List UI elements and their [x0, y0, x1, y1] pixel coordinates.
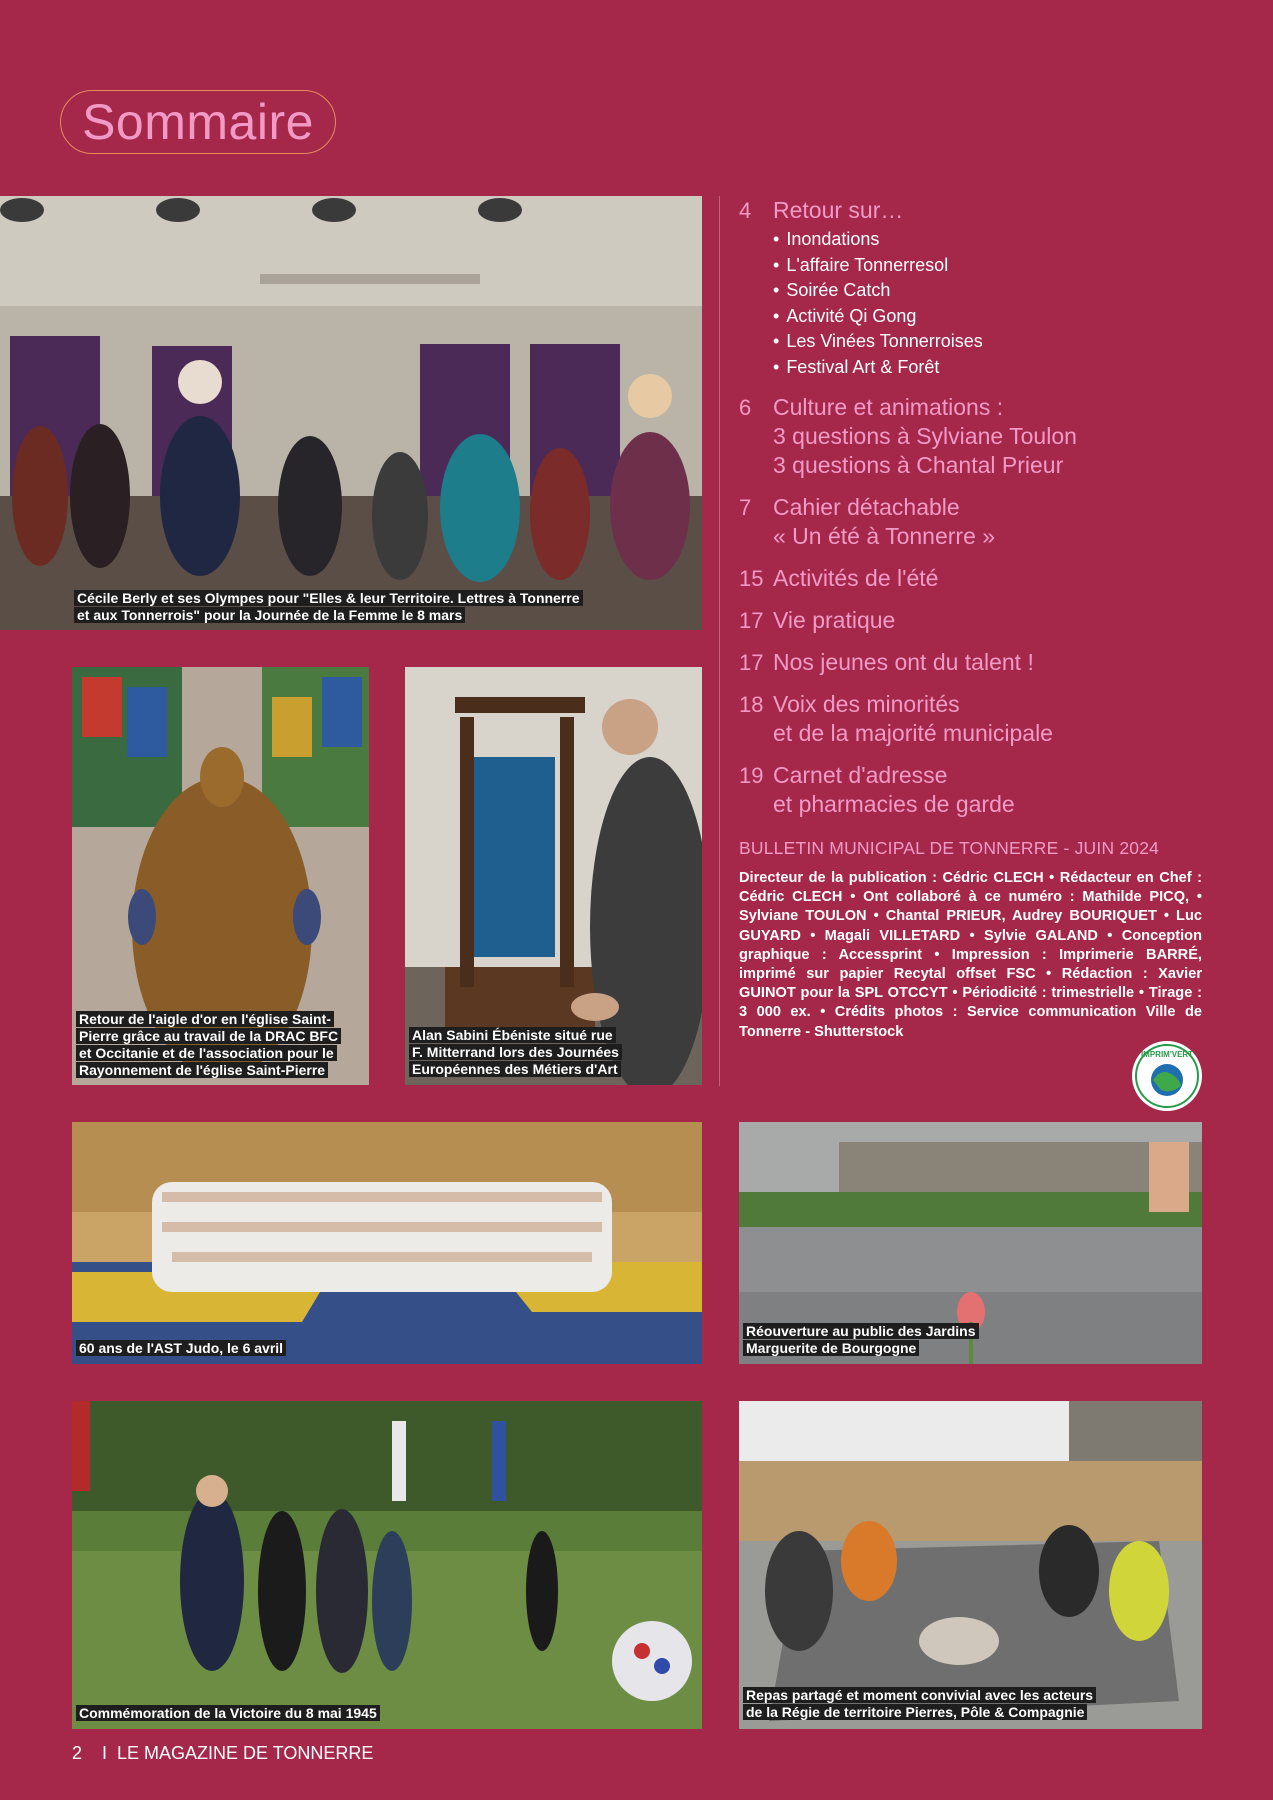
toc-entry[interactable]	[739, 606, 1079, 635]
toc-entry[interactable]	[739, 761, 1079, 819]
toc-subitem: • Festival Art & Forêt	[773, 355, 1079, 381]
page-title: Sommaire	[82, 94, 314, 150]
photo-caption: Retour de l'aigle d'or en l'église Saint- Pierre grâce au travail de la DRAC BFC et Occitanie et de l'association pour le Rayonnement de l'église Saint-Pierre	[76, 1011, 365, 1079]
toc-title: Vie pratique	[773, 607, 896, 633]
toc-page-number: 18	[739, 692, 764, 717]
toc-entry[interactable]	[739, 196, 1079, 380]
toc-page-number: 4	[739, 198, 752, 223]
photo-caption: Alan Sabini Ébéniste situé rue F. Mitterrand lors des Journées Européennes des Métiers d'Art	[409, 1027, 698, 1078]
toc-entry[interactable]	[739, 393, 1079, 480]
page-title-pill	[60, 90, 336, 154]
toc-page-number: 7	[739, 495, 752, 520]
toc-entry[interactable]	[739, 564, 1079, 593]
toc-entry[interactable]	[739, 648, 1079, 677]
photo-olympes	[0, 196, 702, 630]
toc-subitem: • Activité Qi Gong	[773, 304, 1079, 330]
toc-subitem: • L'affaire Tonnerresol	[773, 253, 1079, 279]
footer-separator: I	[102, 1743, 108, 1763]
photo-jardins	[739, 1122, 1202, 1364]
bulletin-credits	[739, 838, 1202, 1042]
photo-ebeniste	[405, 667, 702, 1085]
photo-judo	[72, 1122, 702, 1364]
toc-page-number: 17	[739, 608, 764, 633]
bulletin-title: BULLETIN MUNICIPAL DE TONNERRE - JUIN 2024	[739, 838, 1160, 858]
table-of-contents	[739, 196, 1079, 832]
toc-title: Retour sur…	[773, 197, 904, 223]
toc-title: Carnet d'adresse	[773, 762, 948, 788]
photo-caption: Repas partagé et moment convivial avec les acteurs de la Régie de territoire Pierres, Pôle & Compagnie	[743, 1687, 1198, 1721]
photo-caption: Cécile Berly et ses Olympes pour "Elles & leur Territoire. Lettres à Tonnerre et aux Tonnerrois" pour la Journée de la Femme le 8 mars	[74, 590, 698, 624]
toc-title-line: 3 questions à Sylviane Toulon	[773, 423, 1077, 449]
toc-title: Nos jeunes ont du talent !	[773, 649, 1034, 675]
column-divider	[719, 196, 720, 1086]
photo-caption: 60 ans de l'AST Judo, le 6 avril	[76, 1340, 698, 1357]
badge-label: IMPRIM'VERT	[1140, 1050, 1194, 1059]
toc-subitem: • Inondations	[773, 227, 1079, 253]
toc-page-number: 19	[739, 763, 764, 788]
photo-aigle	[72, 667, 369, 1085]
bulletin-text: Directeur de la publication : Cédric CLECH • Rédacteur en Chef : Cédric CLECH • Ont collaboré à ce numéro : Mathilde PICQ, • Sylviane TOULON • Chantal PRIEUR, Audrey BOURIQUET • Luc GUYARD • Magali VILLETARD • Sylvie GALAND • Conception graphique : Accessprint • Impression : Imprimerie BARRÉ, imprimé sur papier Recytal offset FSC • Rédaction : Xavier GUINOT pour la SPL OTCCYT • Périodicité : trimestrielle • Tirage : 3 000 ex. • Crédits photos : Service communication Ville de Tonnerre - Shutterstock	[739, 870, 1202, 1040]
toc-subitems	[773, 227, 1079, 380]
toc-title-line: « Un été à Tonnerre »	[773, 523, 996, 549]
photo-caption: Commémoration de la Victoire du 8 mai 1945	[76, 1705, 698, 1722]
photo-caption: Réouverture au public des Jardins Marguerite de Bourgogne	[743, 1323, 1198, 1357]
toc-page-number: 6	[739, 395, 752, 420]
footer-page-number: 2	[72, 1743, 83, 1763]
toc-title: Activités de l'été	[773, 565, 939, 591]
toc-page-number: 15	[739, 566, 764, 591]
toc-subitem: • Soirée Catch	[773, 278, 1079, 304]
toc-title: Cahier détachable	[773, 494, 960, 520]
toc-title-line: et de la majorité municipale	[773, 720, 1053, 746]
toc-entry[interactable]	[739, 690, 1079, 748]
toc-title-line: et pharmacies de garde	[773, 791, 1015, 817]
toc-title: Culture et animations :	[773, 394, 1004, 420]
toc-title: Voix des minorités	[773, 691, 960, 717]
photo-victoire	[72, 1401, 702, 1729]
toc-subitem: • Les Vinées Tonnerroises	[773, 329, 1079, 355]
toc-title-line: 3 questions à Chantal Prieur	[773, 452, 1064, 478]
footer-magazine-name: LE MAGAZINE DE TONNERRE	[117, 1743, 374, 1763]
photo-repas	[739, 1401, 1202, 1729]
toc-page-number: 17	[739, 650, 764, 675]
toc-entry[interactable]	[739, 493, 1079, 551]
page-footer	[72, 1743, 373, 1764]
imprim-vert-logo	[1131, 1040, 1203, 1112]
